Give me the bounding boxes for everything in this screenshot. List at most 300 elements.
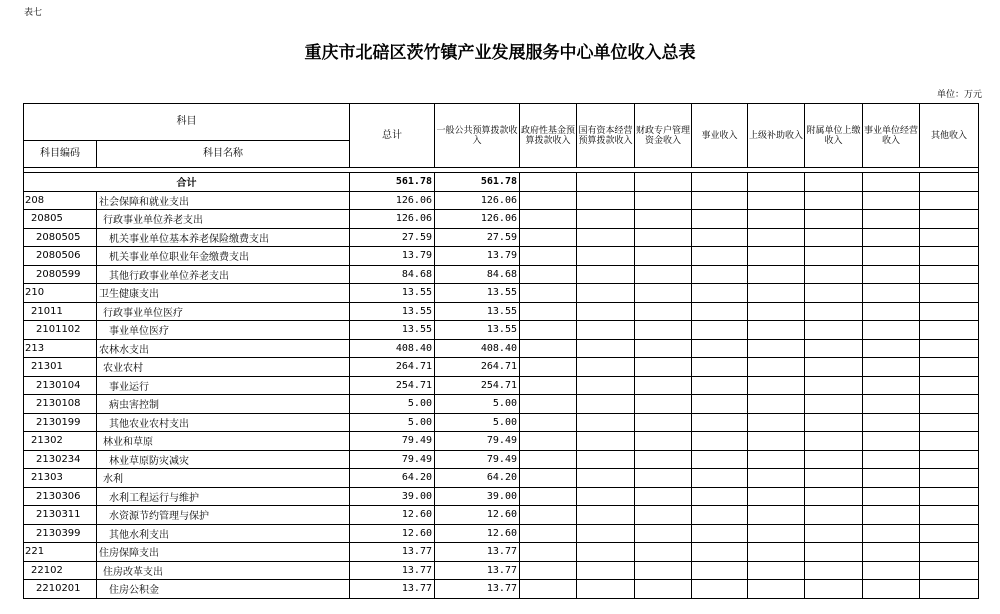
subject-name: 病虫害控制 — [97, 395, 350, 414]
total-amount: 5.00 — [350, 413, 435, 432]
empty-cell — [920, 358, 979, 377]
subject-code: 22102 — [24, 561, 97, 580]
empty-cell — [692, 284, 748, 303]
col-header-general-budget: 一般公共预算拨款收入 — [435, 104, 520, 168]
total-amount: 126.06 — [350, 191, 435, 210]
total-general-budget: 561.78 — [435, 173, 520, 192]
table-row — [24, 506, 979, 525]
empty-cell — [805, 284, 863, 303]
subject-code: 213 — [24, 339, 97, 358]
empty-cell — [692, 191, 748, 210]
subject-name: 行政事业单位医疗 — [97, 302, 350, 321]
empty-cell — [577, 302, 635, 321]
empty-cell — [520, 302, 577, 321]
empty-cell — [577, 265, 635, 284]
empty-cell — [920, 339, 979, 358]
table-row — [24, 321, 979, 340]
subject-code: 2130199 — [24, 413, 97, 432]
empty-cell — [520, 506, 577, 525]
empty-cell — [863, 358, 920, 377]
total-amount: 13.77 — [350, 543, 435, 562]
empty-cell — [692, 469, 748, 488]
subject-code: 221 — [24, 543, 97, 562]
empty-cell — [863, 561, 920, 580]
total-amount: 39.00 — [350, 487, 435, 506]
empty-cell — [748, 358, 805, 377]
table-row — [24, 561, 979, 580]
empty-cell — [920, 247, 979, 266]
general-budget-amount: 79.49 — [435, 450, 520, 469]
empty-cell — [920, 524, 979, 543]
subject-name: 水资源节约管理与保护 — [97, 506, 350, 525]
empty-cell — [577, 506, 635, 525]
general-budget-amount: 13.77 — [435, 561, 520, 580]
total-amount: 561.78 — [350, 173, 435, 192]
empty-cell — [805, 506, 863, 525]
subject-code: 21301 — [24, 358, 97, 377]
empty-cell — [748, 228, 805, 247]
table-row — [24, 284, 979, 303]
empty-cell — [748, 247, 805, 266]
empty-cell — [920, 487, 979, 506]
empty-cell — [805, 487, 863, 506]
empty-cell — [805, 247, 863, 266]
empty-cell — [863, 228, 920, 247]
empty-cell — [692, 487, 748, 506]
empty-cell — [920, 469, 979, 488]
subject-code: 2080599 — [24, 265, 97, 284]
empty-cell — [805, 376, 863, 395]
empty-cell — [748, 469, 805, 488]
empty-cell — [577, 191, 635, 210]
subject-code: 2080506 — [24, 247, 97, 266]
table-row — [24, 358, 979, 377]
table-number-label: 表七 — [24, 8, 43, 18]
empty-cell — [748, 524, 805, 543]
empty-cell — [692, 376, 748, 395]
empty-cell — [520, 580, 577, 599]
empty-cell — [577, 469, 635, 488]
empty-cell — [748, 487, 805, 506]
subject-code: 2080505 — [24, 228, 97, 247]
empty-cell — [748, 265, 805, 284]
empty-cell — [863, 302, 920, 321]
empty-cell — [635, 228, 692, 247]
empty-cell — [863, 395, 920, 414]
empty-cell — [920, 561, 979, 580]
total-amount: 84.68 — [350, 265, 435, 284]
empty-cell — [692, 247, 748, 266]
table-row — [24, 210, 979, 229]
table-row — [24, 395, 979, 414]
empty-cell — [920, 376, 979, 395]
subject-code: 20805 — [24, 210, 97, 229]
empty-cell — [635, 413, 692, 432]
empty-cell — [863, 487, 920, 506]
empty-cell — [635, 339, 692, 358]
empty-cell — [692, 210, 748, 229]
general-budget-amount: 5.00 — [435, 413, 520, 432]
empty-cell — [635, 524, 692, 543]
col-header-other-income: 其他收入 — [920, 104, 979, 168]
empty-cell — [520, 395, 577, 414]
general-budget-amount: 39.00 — [435, 487, 520, 506]
empty-cell — [863, 247, 920, 266]
table-row — [24, 580, 979, 599]
empty-cell — [635, 432, 692, 451]
empty-cell — [692, 321, 748, 340]
empty-cell — [920, 284, 979, 303]
empty-cell — [920, 228, 979, 247]
empty-cell — [863, 210, 920, 229]
empty-cell — [748, 450, 805, 469]
empty-cell — [635, 265, 692, 284]
empty-cell — [520, 265, 577, 284]
empty-cell — [692, 339, 748, 358]
table-row — [24, 469, 979, 488]
empty-cell — [577, 524, 635, 543]
empty-cell — [805, 339, 863, 358]
table-row — [24, 376, 979, 395]
empty-cell — [577, 580, 635, 599]
page-title: 重庆市北碚区茨竹镇产业发展服务中心单位收入总表 — [304, 43, 696, 63]
subject-name: 机关事业单位职业年金缴费支出 — [97, 247, 350, 266]
subject-name: 住房公积金 — [97, 580, 350, 599]
subject-name-header: 科目名称 — [97, 141, 350, 168]
empty-cell — [635, 395, 692, 414]
empty-cell — [635, 247, 692, 266]
total-amount: 27.59 — [350, 228, 435, 247]
empty-cell — [863, 191, 920, 210]
subject-name: 林业草原防灾减灾 — [97, 450, 350, 469]
general-budget-amount: 5.00 — [435, 395, 520, 414]
empty-cell — [520, 284, 577, 303]
subject-code: 21302 — [24, 432, 97, 451]
empty-cell — [692, 543, 748, 562]
table-row — [24, 524, 979, 543]
empty-cell — [748, 284, 805, 303]
subject-name: 其他行政事业单位养老支出 — [97, 265, 350, 284]
empty-cell — [577, 228, 635, 247]
general-budget-amount: 12.60 — [435, 524, 520, 543]
subject-name: 事业单位医疗 — [97, 321, 350, 340]
empty-cell — [577, 487, 635, 506]
empty-cell — [520, 432, 577, 451]
table-row — [24, 487, 979, 506]
empty-cell — [863, 450, 920, 469]
total-row — [24, 173, 979, 192]
empty-cell — [577, 432, 635, 451]
general-budget-amount: 84.68 — [435, 265, 520, 284]
col-header-business-income: 事业收入 — [692, 104, 748, 168]
table-row — [24, 413, 979, 432]
general-budget-amount: 12.60 — [435, 506, 520, 525]
empty-cell — [805, 469, 863, 488]
empty-cell — [920, 450, 979, 469]
total-amount: 79.49 — [350, 432, 435, 451]
subject-name: 农业农村 — [97, 358, 350, 377]
empty-cell — [805, 302, 863, 321]
empty-cell — [692, 580, 748, 599]
empty-cell — [520, 524, 577, 543]
empty-cell — [863, 469, 920, 488]
col-header-fiscal-account: 财政专户管理资金收入 — [635, 104, 692, 168]
general-budget-amount: 64.20 — [435, 469, 520, 488]
subject-code: 208 — [24, 191, 97, 210]
subject-name: 水利工程运行与维护 — [97, 487, 350, 506]
general-budget-amount: 13.77 — [435, 543, 520, 562]
unit-label: 单位：万元 — [936, 90, 982, 100]
empty-cell — [805, 265, 863, 284]
empty-cell — [635, 469, 692, 488]
empty-cell — [635, 561, 692, 580]
empty-cell — [635, 487, 692, 506]
subject-name: 其他水利支出 — [97, 524, 350, 543]
total-amount: 13.77 — [350, 561, 435, 580]
subject-name: 住房保障支出 — [97, 543, 350, 562]
subject-name: 水利 — [97, 469, 350, 488]
total-amount: 126.06 — [350, 210, 435, 229]
empty-cell — [692, 450, 748, 469]
empty-cell — [748, 413, 805, 432]
empty-cell — [805, 450, 863, 469]
empty-cell — [635, 358, 692, 377]
empty-cell — [520, 413, 577, 432]
empty-cell — [805, 561, 863, 580]
empty-cell — [863, 580, 920, 599]
general-budget-amount: 254.71 — [435, 376, 520, 395]
total-amount: 79.49 — [350, 450, 435, 469]
empty-cell — [692, 432, 748, 451]
table-row — [24, 432, 979, 451]
col-header-superior-subsidy: 上级补助收入 — [748, 104, 805, 168]
subject-name: 林业和草原 — [97, 432, 350, 451]
empty-cell — [577, 321, 635, 340]
total-amount: 13.55 — [350, 284, 435, 303]
empty-cell — [920, 395, 979, 414]
empty-cell — [863, 524, 920, 543]
total-amount: 64.20 — [350, 469, 435, 488]
table-row — [24, 450, 979, 469]
empty-cell — [920, 321, 979, 340]
empty-cell — [692, 524, 748, 543]
empty-cell — [635, 450, 692, 469]
empty-cell — [520, 561, 577, 580]
subject-name: 行政事业单位养老支出 — [97, 210, 350, 229]
empty-cell — [920, 432, 979, 451]
subject-code: 2101102 — [24, 321, 97, 340]
general-budget-amount: 13.55 — [435, 284, 520, 303]
subject-code: 2130306 — [24, 487, 97, 506]
empty-cell — [863, 506, 920, 525]
income-summary-table — [23, 103, 979, 599]
subject-code: 2130399 — [24, 524, 97, 543]
empty-cell — [520, 191, 577, 210]
empty-cell — [635, 210, 692, 229]
subject-code-header: 科目编码 — [24, 141, 97, 168]
empty-cell — [748, 339, 805, 358]
subject-code: 2130311 — [24, 506, 97, 525]
empty-cell — [577, 210, 635, 229]
empty-cell — [805, 191, 863, 210]
empty-cell — [692, 561, 748, 580]
empty-cell — [805, 395, 863, 414]
subject-code: 2130108 — [24, 395, 97, 414]
table-row — [24, 302, 979, 321]
table-row — [24, 247, 979, 266]
empty-cell — [863, 339, 920, 358]
empty-cell — [748, 432, 805, 451]
empty-cell — [520, 487, 577, 506]
empty-cell — [920, 506, 979, 525]
total-amount: 13.55 — [350, 302, 435, 321]
general-budget-amount: 79.49 — [435, 432, 520, 451]
subject-name: 其他农业农村支出 — [97, 413, 350, 432]
empty-cell — [748, 395, 805, 414]
empty-cell — [520, 228, 577, 247]
subject-name: 事业运行 — [97, 376, 350, 395]
col-header-gov-fund: 政府性基金预算拨款收入 — [520, 104, 577, 168]
empty-cell — [692, 413, 748, 432]
empty-cell — [805, 524, 863, 543]
empty-cell — [635, 580, 692, 599]
subject-code: 21011 — [24, 302, 97, 321]
empty-cell — [805, 210, 863, 229]
empty-cell — [805, 432, 863, 451]
empty-cell — [748, 506, 805, 525]
general-budget-amount: 264.71 — [435, 358, 520, 377]
empty-cell — [805, 228, 863, 247]
empty-cell — [863, 432, 920, 451]
empty-cell — [748, 376, 805, 395]
empty-cell — [520, 376, 577, 395]
subject-name: 住房改革支出 — [97, 561, 350, 580]
empty-cell — [805, 358, 863, 377]
total-amount: 12.60 — [350, 506, 435, 525]
empty-cell — [920, 543, 979, 562]
empty-cell — [748, 302, 805, 321]
subject-code: 210 — [24, 284, 97, 303]
empty-cell — [520, 210, 577, 229]
general-budget-amount: 27.59 — [435, 228, 520, 247]
empty-cell — [520, 358, 577, 377]
general-budget-amount: 126.06 — [435, 191, 520, 210]
total-amount: 264.71 — [350, 358, 435, 377]
empty-cell — [577, 358, 635, 377]
empty-cell — [805, 580, 863, 599]
empty-cell — [635, 543, 692, 562]
subject-code: 21303 — [24, 469, 97, 488]
subject-name: 社会保障和就业支出 — [97, 191, 350, 210]
empty-cell — [635, 302, 692, 321]
empty-cell — [577, 395, 635, 414]
empty-cell — [920, 191, 979, 210]
empty-cell — [748, 561, 805, 580]
empty-cell — [577, 376, 635, 395]
col-header-total: 总计 — [350, 104, 435, 168]
general-budget-amount: 13.55 — [435, 321, 520, 340]
empty-cell — [520, 543, 577, 562]
subject-code: 2130234 — [24, 450, 97, 469]
empty-cell — [863, 265, 920, 284]
empty-cell — [748, 543, 805, 562]
empty-cell — [577, 543, 635, 562]
empty-cell — [920, 413, 979, 432]
total-amount: 254.71 — [350, 376, 435, 395]
empty-cell — [692, 506, 748, 525]
empty-cell — [863, 543, 920, 562]
empty-cell — [863, 321, 920, 340]
empty-cell — [520, 247, 577, 266]
empty-cell — [748, 191, 805, 210]
empty-cell — [520, 469, 577, 488]
subject-code: 2210201 — [24, 580, 97, 599]
empty-cell — [635, 506, 692, 525]
empty-cell — [805, 413, 863, 432]
empty-cell — [748, 321, 805, 340]
empty-cell — [863, 376, 920, 395]
empty-cell — [577, 450, 635, 469]
empty-cell — [920, 265, 979, 284]
total-amount: 12.60 — [350, 524, 435, 543]
empty-cell — [577, 413, 635, 432]
empty-cell — [748, 580, 805, 599]
empty-cell — [692, 265, 748, 284]
empty-cell — [692, 395, 748, 414]
empty-cell — [805, 321, 863, 340]
col-header-operating-income: 事业单位经营收入 — [863, 104, 920, 168]
total-amount: 13.77 — [350, 580, 435, 599]
table-row — [24, 339, 979, 358]
general-budget-amount: 408.40 — [435, 339, 520, 358]
general-budget-amount: 13.77 — [435, 580, 520, 599]
general-budget-amount: 126.06 — [435, 210, 520, 229]
total-amount: 13.55 — [350, 321, 435, 340]
empty-cell — [577, 247, 635, 266]
empty-cell — [520, 450, 577, 469]
empty-cell — [635, 321, 692, 340]
subject-name: 机关事业单位基本养老保险缴费支出 — [97, 228, 350, 247]
table-row — [24, 191, 979, 210]
total-label: 合计 — [24, 173, 350, 192]
empty-cell — [520, 321, 577, 340]
table-row — [24, 265, 979, 284]
general-budget-amount: 13.55 — [435, 302, 520, 321]
empty-cell — [920, 302, 979, 321]
empty-cell — [577, 339, 635, 358]
empty-cell — [920, 580, 979, 599]
table-row — [24, 228, 979, 247]
empty-cell — [863, 413, 920, 432]
table-row — [24, 543, 979, 562]
empty-cell — [577, 284, 635, 303]
empty-cell — [635, 191, 692, 210]
empty-cell — [635, 376, 692, 395]
empty-cell — [692, 302, 748, 321]
empty-cell — [692, 228, 748, 247]
empty-cell — [805, 543, 863, 562]
empty-cell — [577, 561, 635, 580]
subject-name: 卫生健康支出 — [97, 284, 350, 303]
total-amount: 13.79 — [350, 247, 435, 266]
general-budget-amount: 13.79 — [435, 247, 520, 266]
total-amount: 5.00 — [350, 395, 435, 414]
subject-code: 2130104 — [24, 376, 97, 395]
col-header-affiliate-payment: 附属单位上缴收入 — [805, 104, 863, 168]
total-amount: 408.40 — [350, 339, 435, 358]
col-header-state-capital: 国有资本经营预算拨款收入 — [577, 104, 635, 168]
subject-header: 科目 — [24, 104, 350, 141]
